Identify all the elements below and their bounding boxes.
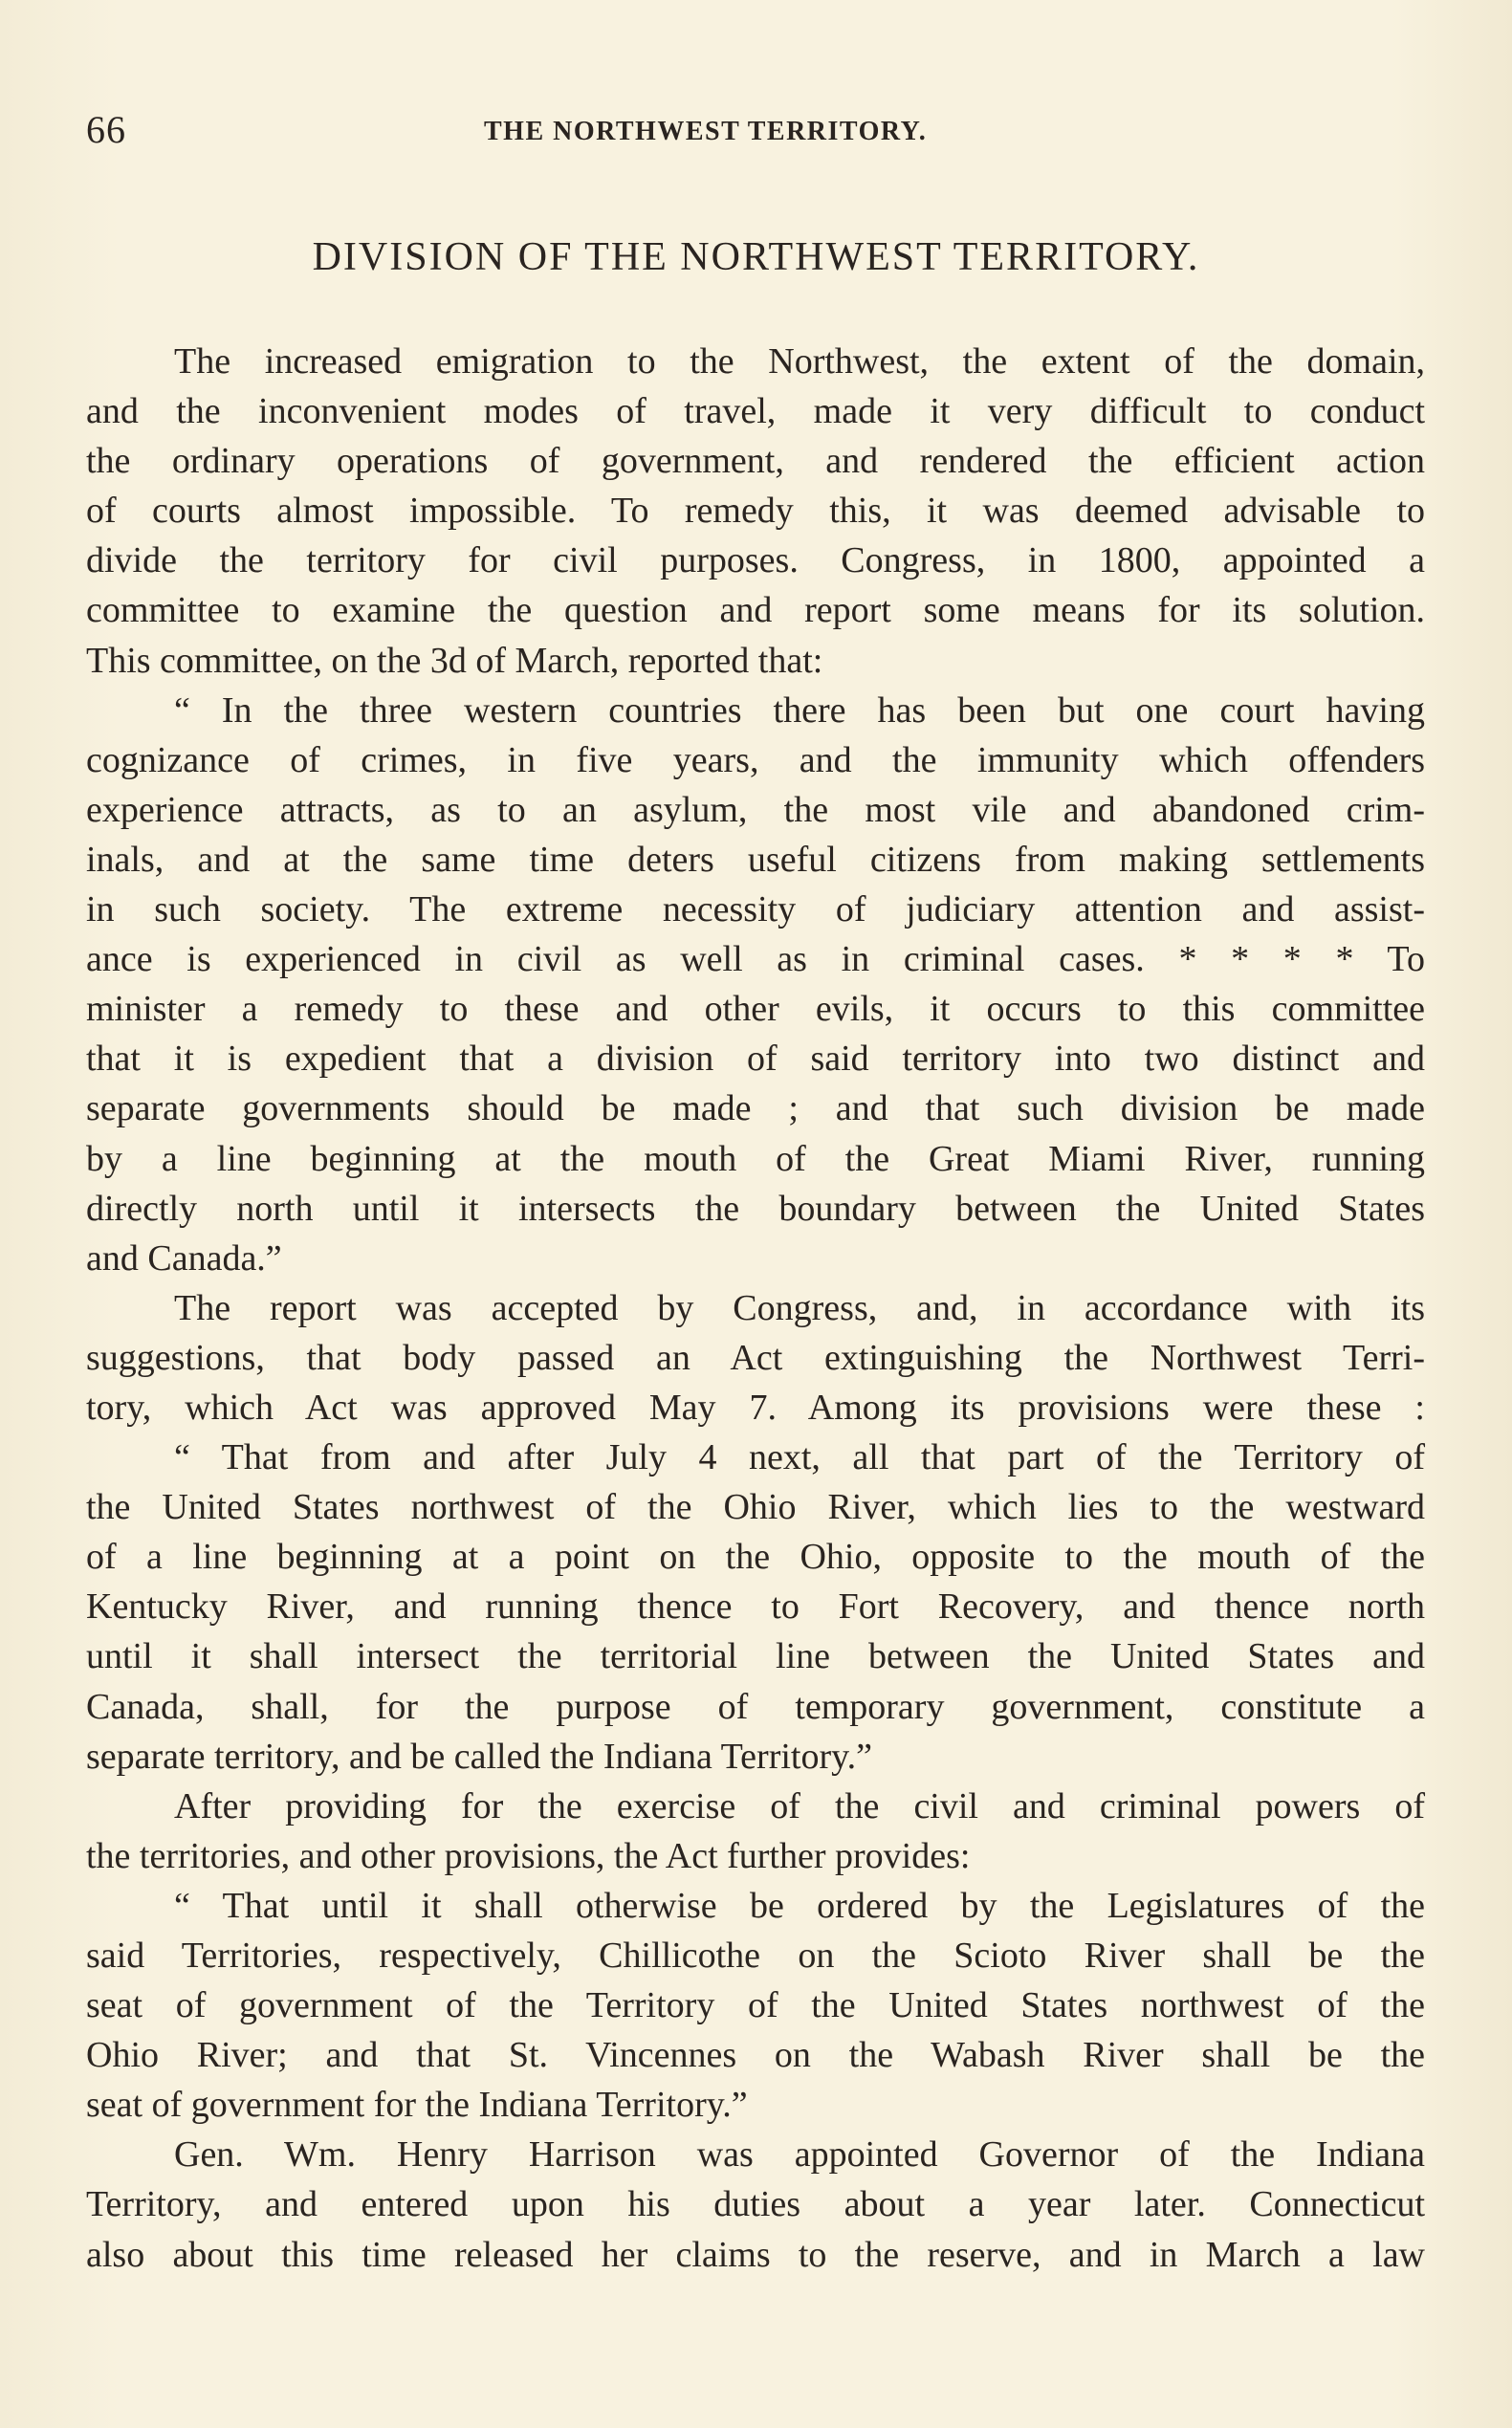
text-line: said Territories, respectively, Chillicothe on the Scioto River shall be the xyxy=(86,1936,1425,1976)
text-line: After providing for the exercise of the civil and criminal powers of xyxy=(174,1785,1425,1826)
text-line: the United States northwest of the Ohio River, which lies to the westward xyxy=(86,1487,1425,1528)
text-line: divide the territory for civil purposes. Congress, in 1800, appointed a xyxy=(86,540,1425,581)
text-line: Kentucky River, and running thence to Fort Recovery, and thence north xyxy=(86,1586,1425,1628)
text-line: directly north until it intersects the boundary between the United States xyxy=(86,1188,1425,1229)
text-line: minister a remedy to these and other evils, it occurs to this committee xyxy=(86,989,1425,1030)
text-line: This committee, on the 3d of March, reported that: xyxy=(86,640,823,681)
text-line: suggestions, that body passed an Act extinguishing the Northwest Terri- xyxy=(86,1337,1425,1378)
text-line: The report was accepted by Congress, and, in accordance with its xyxy=(174,1287,1425,1328)
text-line: in such society. The extreme necessity of judiciary attention and assist- xyxy=(86,889,1425,930)
text-line: separate governments should be made ; and that such division be made xyxy=(86,1088,1425,1129)
text-line: seat of government for the Indiana Territory.” xyxy=(86,2085,748,2126)
text-line: tory, which Act was approved May 7. Among its provisions were these : xyxy=(86,1387,1425,1428)
text-line: seat of government of the Territory of the United States northwest of the xyxy=(86,1985,1425,2026)
text-line: until it shall intersect the territorial line between the United States and xyxy=(86,1636,1425,1677)
page-header xyxy=(86,107,1425,155)
text-line: inals, and at the same time deters useful citizens from making settlements xyxy=(86,839,1425,880)
text-line: and the inconvenient modes of travel, made it very difficult to conduct xyxy=(86,391,1425,432)
text-line: the ordinary operations of government, and rendered the efficient action xyxy=(86,441,1425,482)
running-head: THE NORTHWEST TERRITORY. xyxy=(484,117,928,146)
section-title: DIVISION OF THE NORTHWEST TERRITORY. xyxy=(312,235,1200,279)
text-line: The increased emigration to the Northwest, the extent of the domain, xyxy=(174,341,1425,382)
page-number: 66 xyxy=(86,108,126,151)
text-line: “ That from and after July 4 next, all that part of the Territory of xyxy=(174,1437,1425,1478)
text-line: by a line beginning at the mouth of the Great Miami River, running xyxy=(86,1138,1425,1179)
text-line: and Canada.” xyxy=(86,1237,282,1279)
text-line: that it is expedient that a division of said territory into two distinct and xyxy=(86,1039,1425,1080)
body-text xyxy=(86,337,1425,2280)
text-line: cognizance of crimes, in five years, and the immunity which offenders xyxy=(86,739,1425,780)
text-line: Territory, and entered upon his duties about a year later. Connecticut xyxy=(86,2184,1425,2225)
text-line: Gen. Wm. Henry Harrison was appointed Governor of the Indiana xyxy=(174,2134,1425,2176)
text-line: ance is experienced in civil as well as in criminal cases. * * * * To xyxy=(86,939,1425,980)
text-line: of courts almost impossible. To remedy this, it was deemed advisable to xyxy=(86,491,1425,532)
text-line: “ That until it shall otherwise be ordered by the Legislatures of the xyxy=(174,1885,1425,1926)
text-line: experience attracts, as to an asylum, the most vile and abandoned crim- xyxy=(86,789,1425,830)
text-line: of a line beginning at a point on the Ohio, opposite to the mouth of the xyxy=(86,1537,1425,1578)
text-line: “ In the three western countries there has been but one court having xyxy=(174,689,1425,731)
text-line: separate territory, and be called the Indiana Territory.” xyxy=(86,1736,873,1777)
text-line: Ohio River; and that St. Vincennes on the Wabash River shall be the xyxy=(86,2035,1425,2076)
text-line: also about this time released her claims to the reserve, and in March a law xyxy=(86,2234,1425,2275)
text-line: Canada, shall, for the purpose of temporary government, constitute a xyxy=(86,1686,1425,1727)
text-line: committee to examine the question and report some means for its solution. xyxy=(86,590,1425,631)
text-line: the territories, and other provisions, the Act further provides: xyxy=(86,1835,971,1876)
